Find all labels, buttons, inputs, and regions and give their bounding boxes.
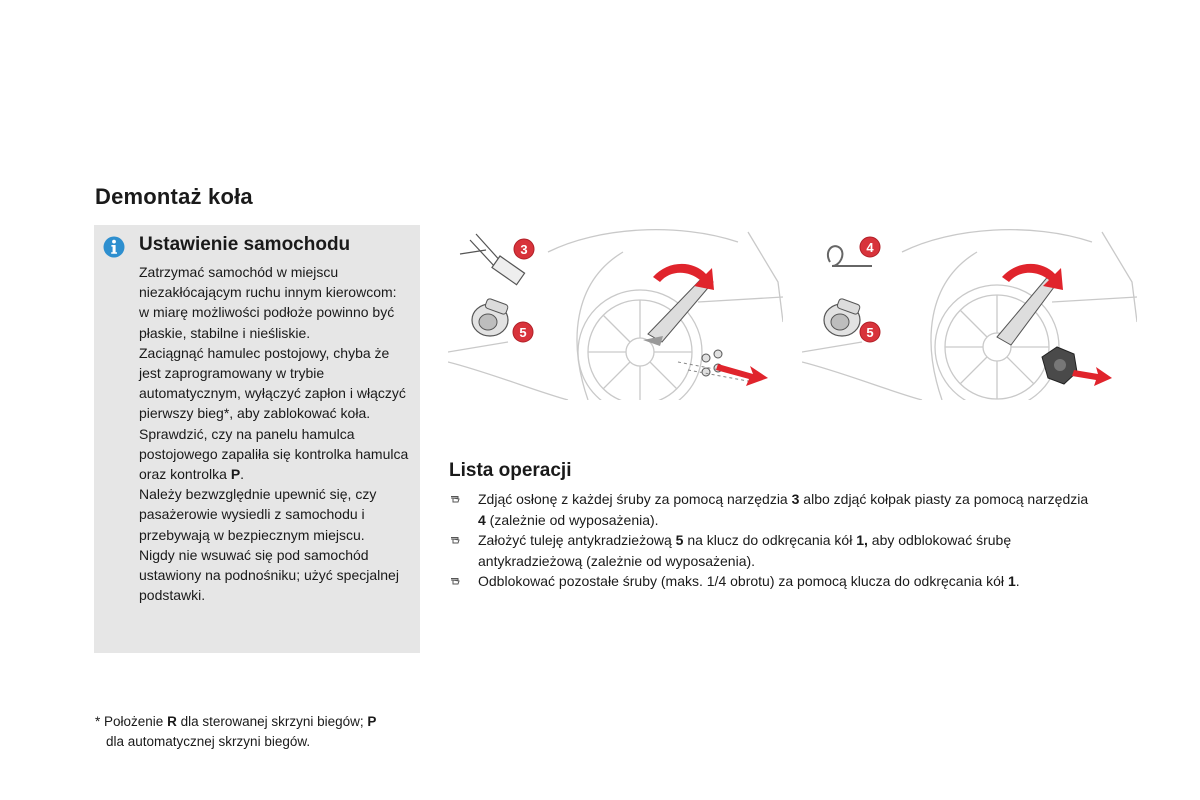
- op-text: albo zdjąć kołpak piasty za pomocą narzędzia: [799, 491, 1089, 507]
- list-item: [449, 571, 1099, 592]
- op-text-bold: 1: [1007, 573, 1016, 589]
- info-paragraph: Zaciągnąć hamulec postojowy, chyba że jest zaprogramowany w trybie automatycznym, wyłączyć zapłon i włączyć pierwszy bieg*, aby zablokować koła.: [139, 344, 406, 422]
- callout-number: 3: [520, 242, 528, 257]
- illustration-hubcap-removal: [802, 222, 1137, 400]
- op-text-bold: 4: [478, 511, 486, 528]
- op-text: Odblokować pozostałe śruby (maks. 1/4 obrotu) za pomocą klucza do odkręcania kół: [478, 573, 1008, 589]
- op-text: Założyć tuleję antykradzieżową: [478, 532, 676, 548]
- info-paragraph: Nigdy nie wsuwać się pod samochód ustawiony na podnośniku; użyć specjalnej podstawki.: [139, 546, 399, 604]
- rotation-arrow-icon: [653, 264, 714, 290]
- pointing-hand-icon: [449, 530, 463, 550]
- info-paragraph: Należy bezwzględnie upewnić się, czy pasażerowie wysiedli z samochodu i przebywają w bezpiecznym miejscu.: [139, 486, 377, 543]
- hubcap-icon: [1042, 347, 1077, 384]
- op-text: (zależnie od wyposażenia).: [485, 511, 659, 528]
- op-text: aby odblokować śrubę antykradzieżową (zależnie od wyposażenia).: [478, 532, 1012, 569]
- op-text-bold: 3: [791, 491, 800, 507]
- op-text: na klucz do odkręcania kół: [683, 532, 857, 548]
- callout-badge: [514, 239, 534, 259]
- direction-arrow-icon: [716, 364, 768, 386]
- info-paragraph: [139, 424, 409, 485]
- footnote-line: dla automatycznej skrzyni biegów.: [106, 734, 311, 749]
- op-text: Zdjąć osłonę z każdej śruby za pomocą narzędzia: [478, 491, 792, 507]
- operations-list: [449, 489, 1099, 592]
- footnote-line: [95, 712, 425, 732]
- info-icon: [103, 236, 125, 258]
- op-text-bold: 1,: [856, 532, 868, 548]
- footnote: [95, 712, 425, 752]
- callout-number: 5: [866, 325, 874, 340]
- footnote-text: * Położenie: [95, 714, 168, 729]
- footnote-text-bold: R: [167, 714, 177, 729]
- operations-heading: Lista operacji: [449, 460, 572, 481]
- info-box-heading: Ustawienie samochodu: [139, 234, 351, 255]
- op-text-bold: 5: [675, 532, 684, 548]
- illustration-cap-removal: [448, 222, 783, 400]
- footnote-text-bold: P: [367, 714, 377, 729]
- info-text-bold: P: [230, 466, 241, 483]
- list-item: [449, 489, 1099, 530]
- pointing-hand-icon: [449, 571, 463, 591]
- direction-arrow-icon: [1072, 367, 1112, 386]
- callout-badge: [513, 322, 533, 342]
- callout-number: 5: [519, 325, 527, 340]
- list-item: [449, 530, 1099, 571]
- op-text: .: [1015, 573, 1020, 589]
- info-text: Sprawdzić, czy na panelu hamulca postojowego zapaliła się kontrolka hamulca oraz kontrolka: [139, 425, 409, 483]
- pointing-hand-icon: [449, 489, 463, 509]
- callout-badge: [860, 322, 880, 342]
- anti-theft-socket-icon: [472, 298, 509, 336]
- page-title: Demontaż koła: [95, 184, 253, 209]
- info-paragraph: Zatrzymać samochód w miejscu niezakłócającym ruchu innym kierowcom: w miarę możliwości podłoże powinno być płaskie, stabilne i nieśliskie.: [139, 264, 397, 341]
- callout-number: 4: [866, 240, 874, 255]
- footnote-text: dla sterowanej skrzyni biegów;: [176, 714, 368, 729]
- callout-badge: [860, 237, 880, 257]
- info-box: [94, 225, 420, 653]
- info-box-body: [139, 262, 409, 605]
- anti-theft-socket-icon: [824, 298, 861, 336]
- info-text: .: [240, 466, 245, 483]
